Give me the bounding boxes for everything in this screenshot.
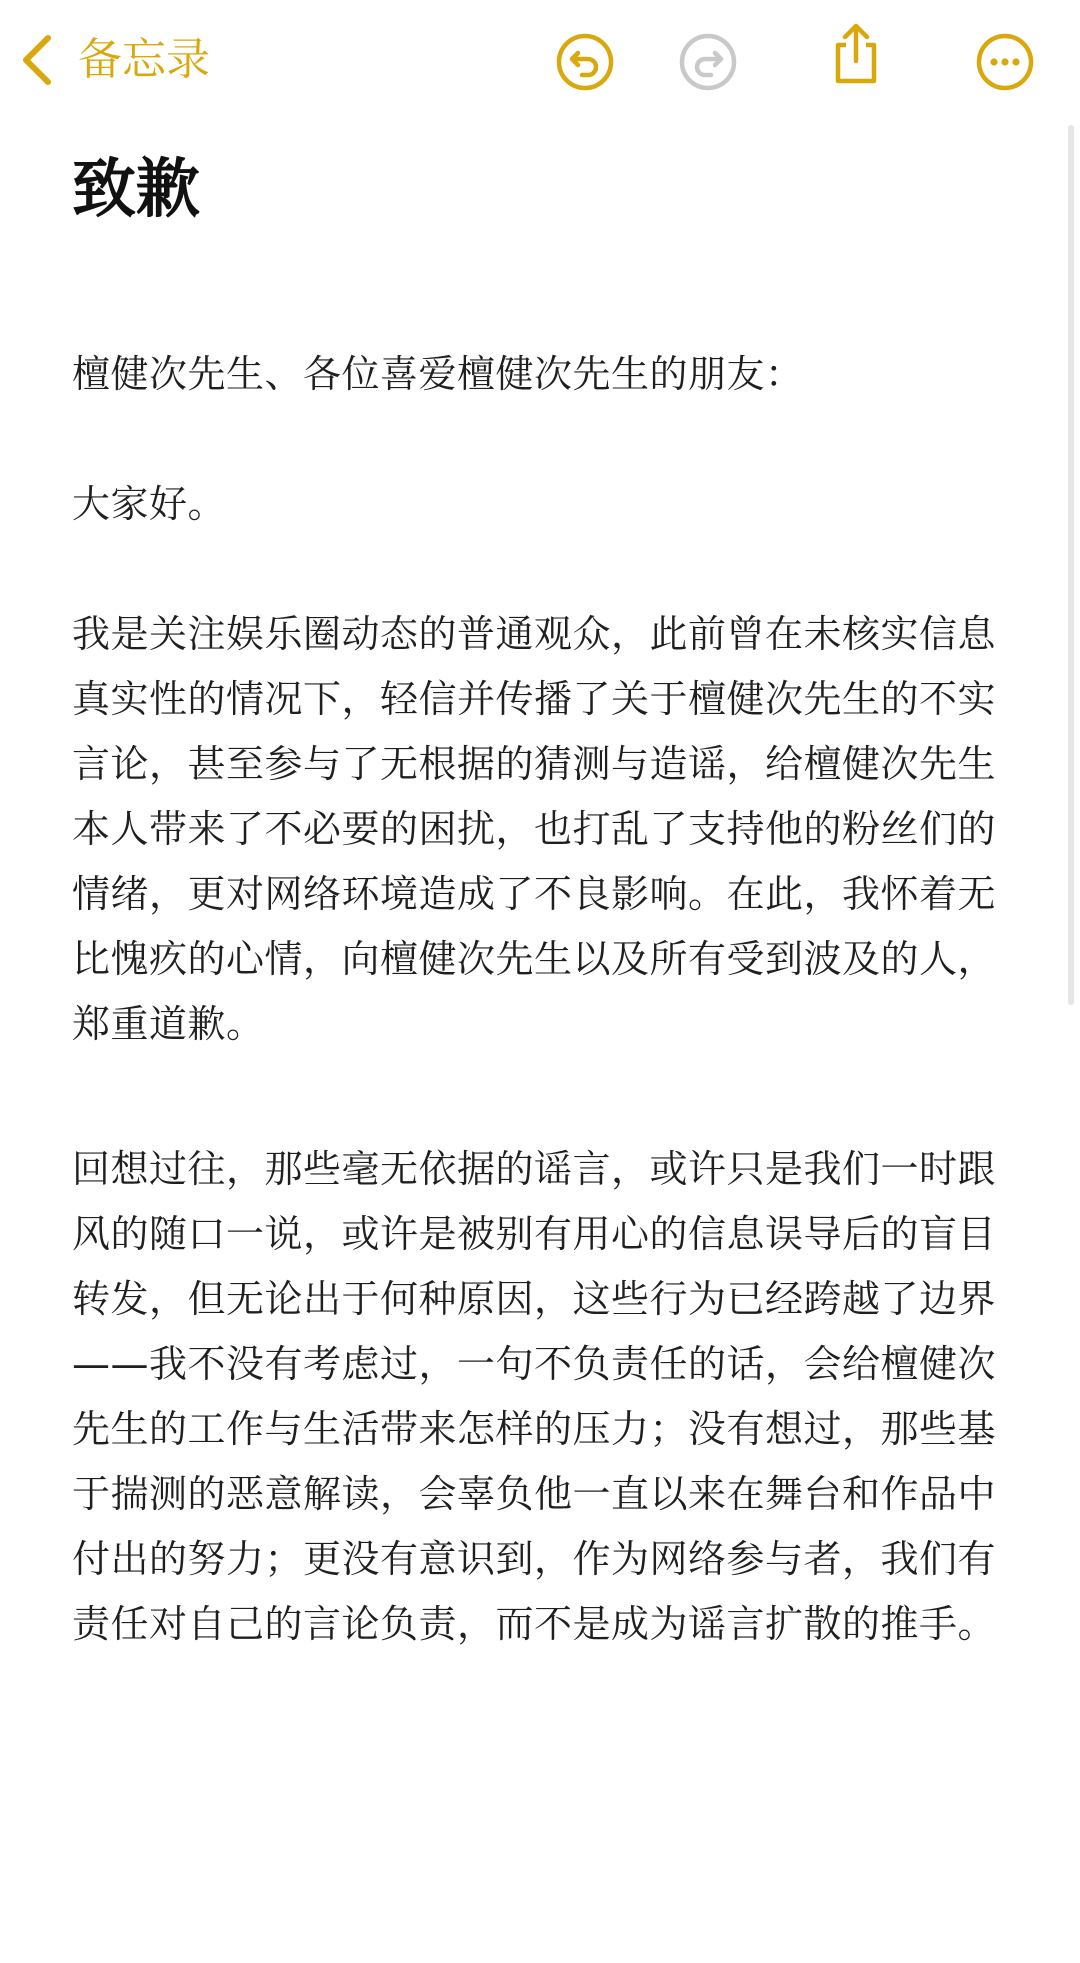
more-button[interactable] bbox=[975, 32, 1035, 92]
back-button[interactable] bbox=[18, 28, 210, 92]
share-icon bbox=[826, 21, 886, 87]
note-title: 致歉 bbox=[72, 153, 200, 227]
redo-icon bbox=[678, 32, 738, 92]
back-label: 备忘录 bbox=[78, 34, 210, 85]
note-greeting: 檀健次先生、各位喜爱檀健次先生的朋友： bbox=[72, 352, 804, 396]
undo-button[interactable] bbox=[555, 32, 615, 92]
more-icon bbox=[975, 32, 1035, 92]
note-hello: 大家好。 bbox=[72, 482, 227, 526]
note-paragraph-1: 我是关注娱乐圈动态的普通观众，此前曾在未核实信息真实性的情况下，轻信并传播了关于檀健次先生的不实言论，甚至参与了无根据的猜测与造谣，给檀健次先生本人带来了不必要的困扰，也打乱了支持他的粉丝们的情绪，更对网络环境造成了不良影响。在此，我怀着无比愧疚的心情，向檀健次先生以及所有受到波及的人，郑重道歉。 bbox=[72, 612, 997, 1046]
redo-button[interactable] bbox=[678, 32, 738, 92]
note-paragraph-2: 回想过往，那些毫无依据的谣言，或许只是我们一时跟风的随口一说，或许是被别有用心的信息误导后的盲目转发，但无论出于何种原因，这些行为已经跨越了边界——我不没有考虑过，一句不负责任的话，会给檀健次先生的工作与生活带来怎样的压力；没有想过，那些基于揣测的恶意解读，会辜负他一直以来在舞台和作品中付出的努力；更没有意识到，作为网络参与者，我们有责任对自己的言论负责，而不是成为谣言扩散的推手。 bbox=[72, 1147, 997, 1646]
chevron-left-icon bbox=[18, 32, 58, 88]
note-body[interactable] bbox=[72, 140, 1002, 1657]
share-button[interactable] bbox=[826, 24, 886, 84]
toolbar bbox=[0, 0, 1080, 120]
undo-icon bbox=[555, 32, 615, 92]
scrollbar[interactable] bbox=[1068, 125, 1074, 1005]
